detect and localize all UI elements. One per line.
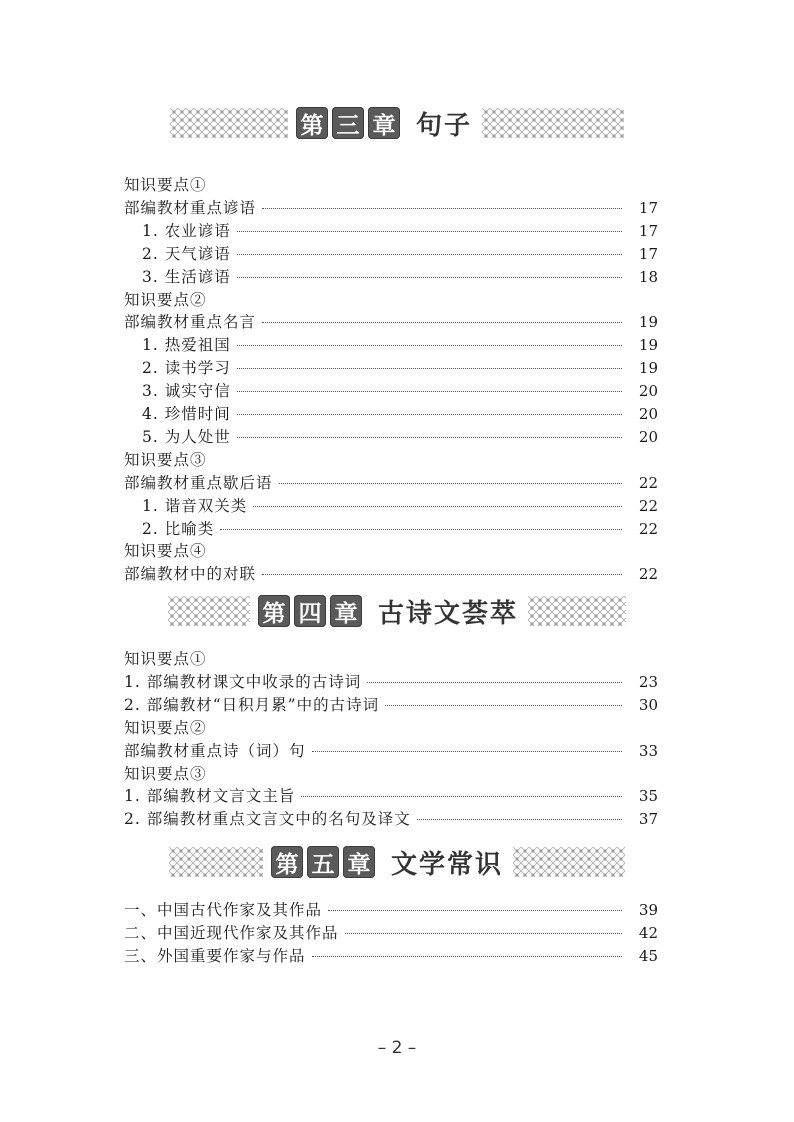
dot-leader (345, 933, 622, 934)
toc-entry[interactable] (124, 472, 658, 494)
toc-entry[interactable] (124, 922, 658, 944)
toc-entry-page: 17 (638, 221, 658, 240)
toc-entry[interactable] (124, 671, 658, 693)
toc-entry[interactable] (124, 311, 658, 333)
toc-entry[interactable] (124, 563, 658, 585)
toc-entry[interactable] (142, 243, 658, 265)
toc-entry-page: 45 (638, 946, 658, 965)
decorative-pattern-right (482, 108, 624, 138)
dot-leader (385, 705, 622, 706)
toc-entry[interactable] (142, 357, 658, 379)
toc-entry-page: 20 (638, 427, 658, 446)
toc-entry[interactable] (124, 694, 658, 716)
dot-leader (262, 322, 622, 323)
toc-entry-title: 3. 诚实守信 (142, 382, 231, 401)
dot-leader (237, 368, 622, 369)
decorative-pattern-left (168, 596, 250, 626)
toc-entry-title: 1. 农业谚语 (142, 221, 231, 240)
toc-entry-page: 35 (638, 787, 658, 806)
chapter-box: 第 (271, 846, 303, 878)
chapter-box: 第 (258, 595, 290, 627)
chapter-number-boxes (296, 107, 400, 139)
section-label: 知识要点④ (124, 542, 207, 561)
dot-leader (312, 956, 622, 957)
section-label: 知识要点② (124, 290, 207, 309)
dot-leader (312, 751, 622, 752)
dot-leader (417, 819, 622, 820)
toc-entry[interactable] (142, 403, 658, 425)
toc-entry-page: 30 (638, 695, 658, 714)
toc-entry-page: 39 (638, 901, 658, 919)
toc-entry-page: 17 (638, 244, 658, 263)
chapter-box: 五 (307, 846, 339, 878)
toc-entry-title: 1. 热爱祖国 (142, 336, 231, 355)
toc-entry[interactable] (124, 808, 658, 830)
dot-leader (367, 682, 622, 683)
toc-entry[interactable] (142, 380, 658, 402)
toc-entry-page: 37 (638, 810, 658, 829)
toc-entry-title: 1. 谐音双关类 (142, 496, 248, 515)
chapter-box: 四 (294, 595, 326, 627)
toc-entry-page: 33 (638, 741, 658, 760)
toc-entry-page: 19 (638, 313, 658, 332)
dot-leader (328, 910, 622, 911)
toc-entry-page: 22 (638, 473, 658, 492)
dot-leader (237, 391, 622, 392)
toc-entry-title: 1. 部编教材课文中收录的古诗词 (124, 672, 362, 691)
toc-entry-title: 2. 天气谚语 (142, 244, 231, 263)
toc-entry[interactable] (142, 220, 658, 242)
chapter-box: 章 (343, 846, 375, 878)
toc-entry-title: 部编教材重点谚语 (124, 198, 257, 217)
toc-entry[interactable] (142, 426, 658, 448)
toc-entry-title: 4. 珍惜时间 (142, 405, 231, 423)
toc-entry-title: 三、外国重要作家与作品 (124, 946, 306, 965)
toc-entry-title: 1. 部编教材文言文主旨 (124, 787, 296, 806)
dot-leader (262, 574, 622, 575)
dot-leader (262, 208, 622, 209)
toc-entry[interactable] (124, 945, 658, 967)
section-label: 知识要点① (124, 650, 207, 668)
toc-entry-title: 部编教材中的对联 (124, 565, 257, 584)
chapter-number-boxes (258, 595, 362, 627)
chapter-box: 章 (330, 595, 362, 627)
toc-entry-page: 20 (638, 405, 658, 423)
chapter-box: 章 (368, 107, 400, 139)
decorative-pattern-right (528, 596, 626, 626)
section-label: 知识要点③ (124, 450, 207, 469)
decorative-pattern-left (170, 108, 288, 138)
section-label: 知识要点② (124, 718, 207, 737)
toc-entry-page: 19 (638, 336, 658, 355)
chapter-header (0, 589, 794, 633)
toc-entry[interactable] (142, 518, 658, 540)
dot-leader (301, 796, 622, 797)
decorative-pattern-left (169, 847, 263, 877)
dot-leader (237, 277, 622, 278)
dot-leader (237, 254, 622, 255)
toc-entry-title: 2. 比喻类 (142, 519, 215, 538)
toc-entry-title: 一、中国古代作家及其作品 (124, 901, 323, 919)
dot-leader (220, 529, 622, 530)
toc-entry-title: 部编教材重点诗（词）句 (124, 741, 306, 760)
chapter-box: 第 (296, 107, 328, 139)
toc-entry-page: 18 (638, 267, 658, 286)
toc-entry-page: 17 (638, 198, 658, 217)
toc-entry-page: 20 (638, 382, 658, 401)
toc-entry[interactable] (124, 785, 658, 807)
dot-leader (237, 437, 622, 438)
toc-entry-title: 2. 读书学习 (142, 359, 231, 378)
toc-entry[interactable] (124, 899, 658, 921)
dot-leader (237, 345, 622, 346)
toc-entry-title: 部编教材重点歇后语 (124, 473, 273, 492)
chapter-number-boxes (271, 846, 375, 878)
chapter-title: 句子 (415, 110, 472, 141)
toc-entry-title: 5. 为人处世 (142, 427, 231, 446)
toc-entry-title: 2. 部编教材“日积月累”中的古诗词 (124, 695, 380, 714)
chapter-header (0, 101, 794, 145)
toc-entry-page: 19 (638, 359, 658, 378)
toc-entry-title: 二、中国近现代作家及其作品 (124, 923, 339, 942)
section-label: 知识要点① (124, 176, 207, 194)
toc-entry-page: 23 (638, 672, 658, 691)
toc-entry[interactable] (142, 334, 658, 356)
toc-entry-page: 22 (638, 496, 658, 515)
chapter-box: 三 (332, 107, 364, 139)
decorative-pattern-right (513, 847, 625, 877)
section-label: 知识要点③ (124, 764, 207, 783)
toc-entry-title: 3. 生活谚语 (142, 267, 231, 286)
toc-entry[interactable] (142, 266, 658, 288)
chapter-header (0, 840, 794, 884)
toc-entry-title: 部编教材重点名言 (124, 313, 257, 332)
toc-entry[interactable] (124, 197, 658, 219)
toc-entry[interactable] (124, 740, 658, 762)
toc-entry-title: 2. 部编教材重点文言文中的名句及译文 (124, 810, 411, 829)
dot-leader (237, 414, 622, 415)
chapter-title: 文学常识 (390, 849, 503, 880)
toc-entry-page: 42 (638, 923, 658, 942)
toc-entry-page: 22 (638, 565, 658, 584)
chapter-title: 古诗文荟萃 (377, 598, 518, 629)
dot-leader (253, 506, 622, 507)
dot-leader (279, 483, 622, 484)
page-number: – 2 – (377, 1038, 417, 1058)
toc-entry-page: 22 (638, 519, 658, 538)
toc-entry[interactable] (142, 495, 658, 517)
dot-leader (237, 231, 622, 232)
